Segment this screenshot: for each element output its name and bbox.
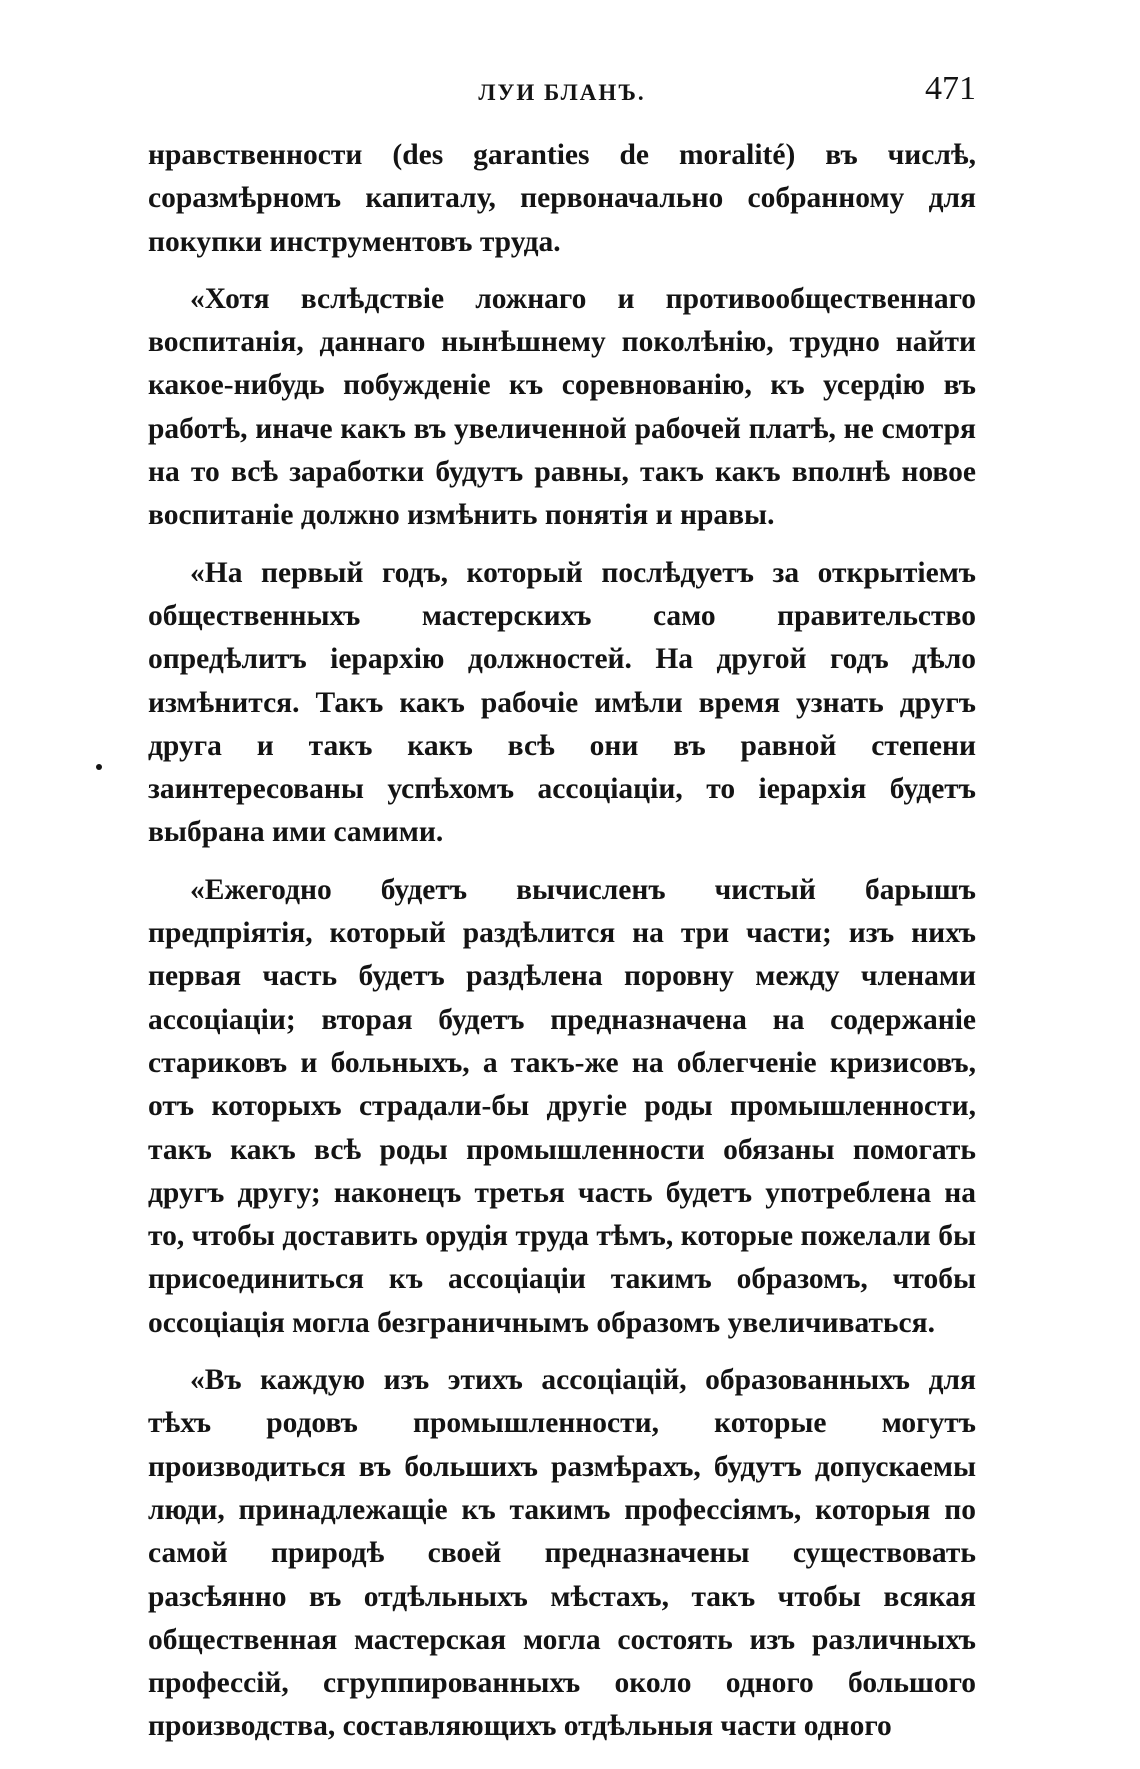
print-speck — [96, 764, 102, 770]
paragraph: «Хотя вслѣдствіе ложнаго и противообщественнаго воспитанія, даннаго нынѣшнему поколѣнію, трудно найти какое-нибудь побужденіе къ соревнованію, къ усердію въ работѣ, иначе какъ въ увеличенной рабочей платѣ, не смотря на то всѣ заработки будутъ равны, такъ какъ вполнѣ новое воспитаніе должно измѣнить понятія и нравы. — [148, 282, 976, 532]
page-header — [148, 70, 976, 120]
running-title: ЛУИ БЛАНЪ. — [478, 80, 646, 105]
page-number: 471 — [925, 70, 976, 107]
body-text — [148, 134, 976, 1763]
paragraph: «Въ каждую изъ этихъ ассоціацій, образованныхъ для тѣхъ родовъ промышленности, которые могутъ производиться въ большихъ размѣрахъ, будутъ допускаемы люди, принадлежащіе къ такимъ профессіямъ, которыя по самой природѣ своей предназначены существовать разсѣянно въ отдѣльныхъ мѣстахъ, такъ чтобы всякая общественная мастерская могла состоять изъ различныхъ профессій, сгруппированныхъ около одного большого производства, составляющихъ отдѣльныя части одного — [148, 1364, 976, 1743]
paragraph-continuation: нравственности (des garanties de moralité) въ числѣ, соразмѣрномъ капиталу, первоначально собранному для покупки инструментовъ труда. — [148, 139, 976, 258]
paragraph: «На первый годъ, который послѣдуетъ за открытіемъ общественныхъ мастерскихъ само правительство опредѣлитъ іерархію должностей. На другой годъ дѣло измѣнится. Такъ какъ рабочіе имѣли время узнать другъ друга и такъ какъ всѣ они въ равной степени заинтересованы успѣхомъ ассоціаціи, то іерархія будетъ выбрана ими самими. — [148, 556, 976, 849]
paragraph: «Ежегодно будетъ вычисленъ чистый барышъ предпріятія, который раздѣлится на три части; изъ нихъ первая часть будетъ раздѣлена поровну между членами ассоціаціи; вторая будетъ предназначена на содержаніе стариковъ и больныхъ, а такъ-же на облегченіе кризисовъ, отъ которыхъ страдали-бы другіе роды промышленности, такъ какъ всѣ роды промышленности обязаны помогать другъ другу; наконецъ третья часть будетъ употреблена на то, чтобы доставить орудія труда тѣмъ, которые пожелали бы присоединиться къ ассоціаціи такимъ образомъ, чтобы оссоціація могла безграничнымъ образомъ увеличиваться. — [148, 873, 976, 1339]
